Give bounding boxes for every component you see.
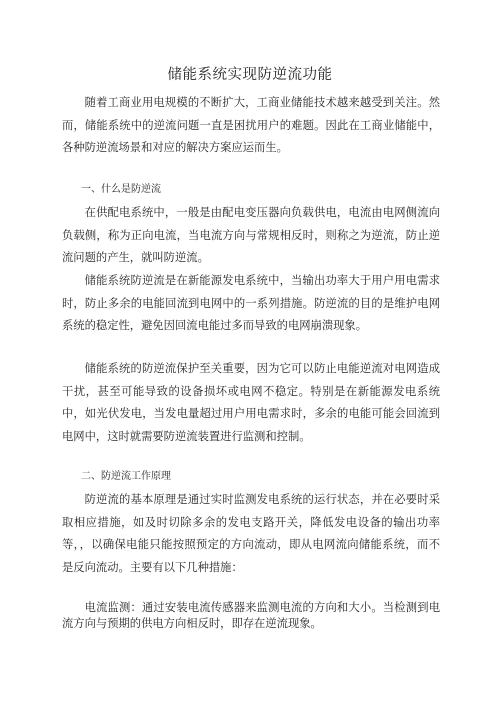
intro-paragraph: 随着工商业用电规模的不断扩大，工商业储能技术越来越受到关注。然而，储能系统中的逆流问题一直是困扰用户的难题。因此在工商业储能中，各种防逆流场景和对应的解决方案应运而生。 [62,96,440,155]
section-1-paragraph-1: 在供配电系统中，一般是由配电变压器向负载供电，电流由电网侧流向负载侧，称为正向电流，当电流方向与常规相反时，则称之为逆流，防止逆流问题的产生，就叫防逆流。 [62,206,440,265]
section-1-paragraph-3: 储能系统的防逆流保护至关重要，因为它可以防止电能逆流对电网造成干扰，甚至可能导致的设备损坏或电网不稳定。特别是在新能源发电系统中，如光伏发电，当发电量超过用户用电需求时，多余的电能可能会回流到电网中，这时就需要防逆流装置进行监测和控制。 [62,362,440,443]
section-heading-2: 二、防逆流工作原理 [81,471,171,482]
section-1-paragraph-2: 储能系统防逆流是在新能源发电系统中，当输出功率大于用户用电需求时，防止多余的电能回流到电网中的一系列措施。防逆流的目的是维护电网系统的稳定性，避免因回流电能过多而导致的电网崩溃现象。 [62,274,440,333]
section-2-paragraph-2: 电流监测：通过安装电流传感器来监测电流的方向和大小。当检测到电流方向与预期的供电方向相反时，即存在逆流现象。 [62,601,440,630]
document-title: 储能系统实现防逆流功能 [167,67,333,83]
section-heading-1: 一、什么是防逆流 [81,184,161,195]
section-2-paragraph-1: 防逆流的基本原理是通过实时监测发电系统的运行状态，并在必要时采取相应措施，如及时切除多余的发电支路开关，降低发电设备的输出功率等，，以确保电能只能按照预定的方向流动，即从电网流向储能系统，而不是反向流动。主要有以下几种措施： [62,493,440,574]
